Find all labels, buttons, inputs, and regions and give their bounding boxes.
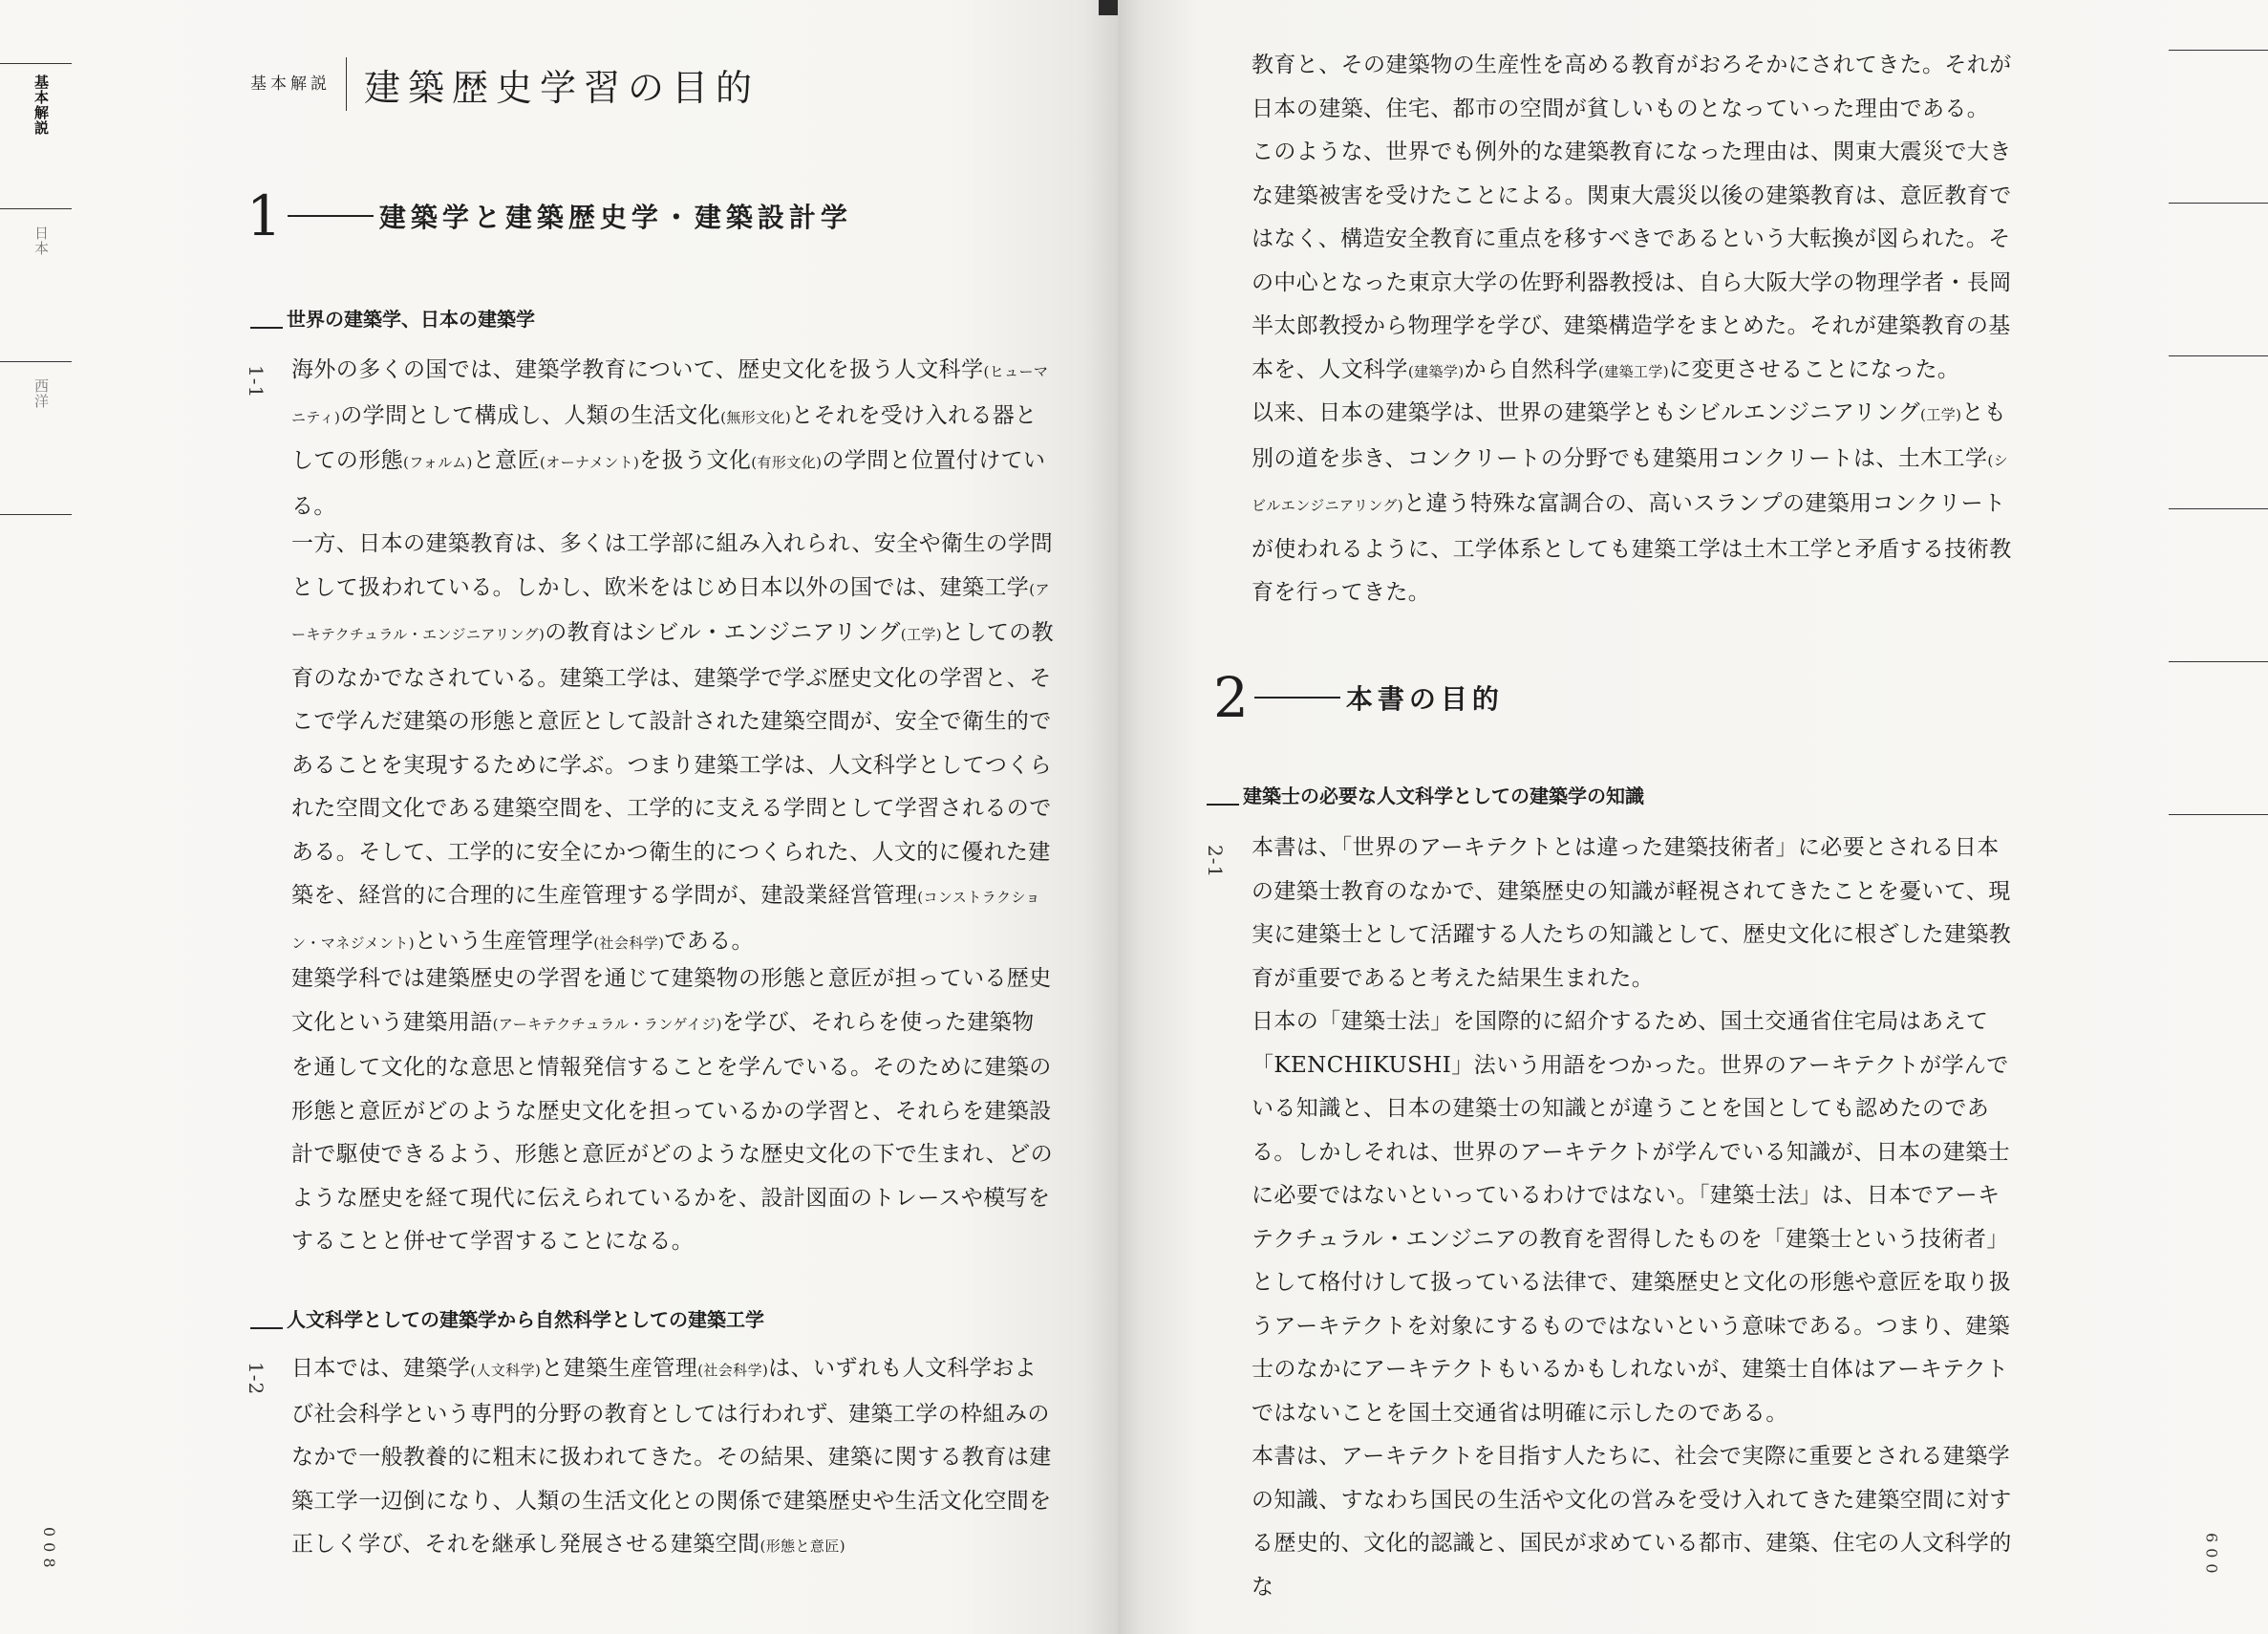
marker-1-2: 1-2 <box>245 1362 267 1396</box>
header-label: 基本解説 <box>250 57 347 111</box>
paragraph-continued-a: 教育と、その建築物の生産性を高める教育がおろそかにされてきた。それが日本の建築、住宅、都市の空間が貧しいものとなっていった理由である。 <box>1252 53 2012 121</box>
marker-2-1: 2-1 <box>1204 845 1227 879</box>
nav-tab-japan[interactable]: 日本 <box>32 226 50 256</box>
section-2-title: 本書の目的 <box>1345 683 1504 715</box>
nav-rule <box>0 514 72 515</box>
nav-tab-basic[interactable]: 基本解説 <box>32 75 50 136</box>
subhead-rule <box>250 1327 283 1329</box>
subsection-1-1-heading <box>250 304 535 332</box>
page-number-right: 009 <box>2203 1527 2221 1574</box>
section-1-title: 建築学と建築歴史学・建築設計学 <box>378 202 852 233</box>
paragraph-2-1-b: 日本の「建築士法」を国際的に紹介するため、国土交通省住宅局はあえて「KENCHIKUSHI」法いう用語をつかった。世界のアーキテクトが学んでいる知識と、日本の建築士の知識とが違うことを国としても認めたのである。しかしそれは、世界のアーキテクトが学んでいる知識が、日本の建築士に必要ではないといっているわけではない。「建築士法」は、日本でアーキテクチュラル・エンジニアの教育を習得したものを「建築士という技術者」として格付けして扱っている法律で、建築歴史と文化の形態や意匠を取り扱うアーキテクトを対象にするものではないという意味である。つまり、建築士のなかにアーキテクトもいるかもしれないが、建築士自体はアーキテクトではないことを国土交通省は明確に示したのである。 <box>1252 1009 2012 1426</box>
nav-rule <box>0 361 72 362</box>
right-rule <box>2169 355 2268 356</box>
section-2-heading <box>1213 665 1504 730</box>
right-rule <box>2169 508 2268 509</box>
paragraph-2-1-c: 本書は、アーキテクトを目指す人たちに、社会で実際に重要とされる建築学の知識、すなわち国民の生活や文化の営みを受け入れてきた建築空間に対する歴史的、文化的認識と、国民が求めている都市、建築、住宅の人文科学的な <box>1252 1444 2012 1600</box>
paragraph-continued-b: このような、世界でも例外的な建築教育になった理由は、関東大震災で大きな建築被害を受けたことによる。関東大震災以後の建築教育は、意匠教育ではなく、構造安全教育に重点を移すべきであるという大転換が図られた。その中心となった東京大学の佐野利器教授は、自ら大阪大学の物理学者・長岡半太郎教授から物理学を学び、建築構造学をまとめた。それが建築教育の基本を、人文科学(建築学)から自然科学(建築工学)に変更させることになった。 <box>1252 140 2012 382</box>
section-1-dash <box>288 215 374 217</box>
paragraph-1-2-a: 日本では、建築学(人文科学)と建築生産管理(社会科学)は、いずれも人文科学および社会科学という専門的分野の教育としては行われず、建築工学の枠組みのなかで一般教養的に粗末に扱われてきた。その結果、建築に関する教育は建築工学一辺倒になり、人類の生活文化との関係で建築歴史や生活文化空間を正しく学び、それを継承し発展させる建築空間(形態と意匠) <box>291 1356 1052 1557</box>
page-title: 建築歴史学習の目的 <box>364 66 760 109</box>
nav-rule <box>0 208 72 209</box>
section-1-heading <box>246 183 852 248</box>
subhead-rule <box>1207 804 1239 806</box>
marker-1-1: 1-1 <box>245 365 267 399</box>
paragraph-1-1-b: 一方、日本の建築教育は、多くは工学部に組み入れられ、安全や衛生の学問として扱われている。しかし、欧米をはじめ日本以外の国では、建築工学(アーキテクチュラル・エンジニアリング)の教育はシビル・エンジニアリング(工学)としての教育のなかでなされている。建築工学は、建築学で学ぶ歴史文化の学習と、そこで学んだ建築の形態と意匠として設計された建築空間が、安全で衛生的であることを実現するために学ぶ。つまり建築工学は、人文科学としてつくられた空間文化である建築空間を、工学的に支える学問として学習されるのである。そして、工学的に安全にかつ衛生的につくられた、人文的に優れた建築を、経営的に合理的に生産管理する学問が、建設業経営管理(コンストラクション・マネジメント)という生産管理学(社会科学)である。 <box>291 531 1055 954</box>
subsection-1-2-heading <box>250 1304 764 1332</box>
right-rule <box>2169 814 2268 815</box>
right-rule <box>2169 661 2268 662</box>
paragraph-1-1-a: 海外の多くの国では、建築学教育について、歴史文化を扱う人文科学(ヒューマニティ)の学問として構成し、人類の生活文化(無形文化)とそれを受け入れる器としての形態(フォルム)と意匠(オーナメント)を扱う文化(有形文化)の学問と位置付けている。 <box>291 357 1049 519</box>
subsection-1-2-title: 人文科学としての建築学から自然科学としての建築工学 <box>287 1308 764 1331</box>
subsection-1-1-title: 世界の建築学、日本の建築学 <box>287 308 535 331</box>
left-page <box>0 0 1118 1634</box>
section-2-number: 2 <box>1213 665 1249 730</box>
paragraph-1-1-c: 建築学科では建築歴史の学習を通じて建築物の形態と意匠が担っている歴史文化という建築用語(アーキテクチュラル・ランゲイジ)を学び、それらを使った建築物を通して文化的な意思と情報発信することを学んでいる。そのために建築の形態と意匠がどのような歴史文化を担っているかの学習と、それらを建築設計で駆使できるよう、形態と意匠がどのような歴史文化の下で生まれ、どのような歴史を経て現代に伝えられているかを、設計図面のトレースや模写をすることと併せて学習することになる。 <box>291 966 1053 1254</box>
section-2-dash <box>1254 697 1340 699</box>
subsection-2-1-heading <box>1207 781 1644 808</box>
nav-tab-west[interactable]: 西洋 <box>32 378 50 409</box>
paragraph-2-1-a: 本書は、「世界のアーキテクトとは違った建築技術者」に必要とされる日本の建築士教育のなかで、建築歴史の知識が軽視されてきたことを憂いて、現実に建築士として活躍する人たちの知識として、歴史文化に根ざした建築教育が重要であると考えた結果生まれた。 <box>1252 835 2012 991</box>
page-header <box>250 55 760 113</box>
subhead-rule <box>250 327 283 329</box>
nav-rule <box>0 63 72 64</box>
subsection-2-1-title: 建築士の必要な人文科学としての建築学の知識 <box>1243 785 1644 807</box>
page-number-left: 008 <box>40 1527 58 1574</box>
right-page <box>1118 0 2268 1634</box>
section-1-number: 1 <box>246 183 282 248</box>
right-rule <box>2169 203 2268 204</box>
right-rule <box>2169 50 2268 51</box>
paragraph-continued-c: 以来、日本の建築学は、世界の建築学ともシビルエンジニアリング(工学)とも別の道を歩き、コンクリートの分野でも建築用コンクリートは、土木工学(シビルエンジニアリング)と違う特殊な富調合の、高いスランプの建築用コンクリートが使われるように、工学体系としても建築工学は土木工学と矛盾する技術教育を行ってきた。 <box>1252 400 2012 605</box>
